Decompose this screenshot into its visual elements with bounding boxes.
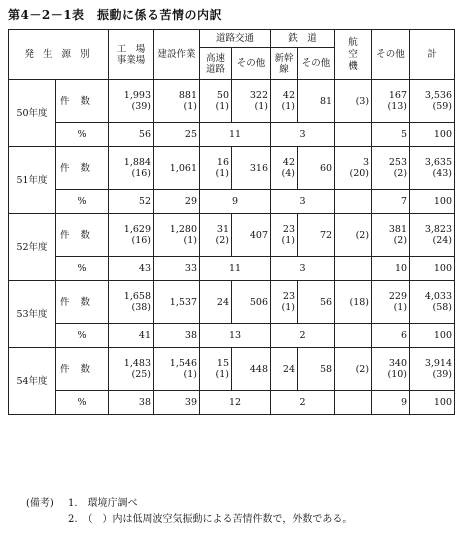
pct-value: 29 xyxy=(154,190,200,214)
header-construction: 建設作業 xyxy=(154,30,200,80)
lowfreq-value: (1) xyxy=(215,369,229,380)
pct-row xyxy=(9,190,455,214)
count-cell xyxy=(109,147,154,190)
count-value: 253 xyxy=(388,157,408,168)
count-cell xyxy=(271,348,298,391)
count-cell xyxy=(232,214,271,257)
count-value: 881 xyxy=(178,90,197,101)
pct-value: 25 xyxy=(154,123,200,147)
lowfreq-value: (43) xyxy=(432,168,453,179)
note-num: 2. xyxy=(68,514,78,525)
count-value: 1,993 xyxy=(123,90,151,101)
count-value: 24 xyxy=(282,363,296,375)
count-cell xyxy=(232,147,271,190)
count-cell xyxy=(298,214,335,257)
count-value: 72 xyxy=(319,229,333,241)
count-cell xyxy=(271,281,298,324)
year-label: 52年度 xyxy=(9,214,56,281)
pct-value: 7 xyxy=(372,190,410,214)
count-cell xyxy=(154,281,200,324)
count-cell xyxy=(200,80,232,123)
lowfreq-value: (2) xyxy=(355,229,370,241)
pct-value: 43 xyxy=(109,257,154,281)
note-text: （ ）内は低周波空気振動による苦情件数で，外数である。 xyxy=(87,514,353,525)
count-row xyxy=(9,348,455,391)
header-highway-text: 高速道路 xyxy=(205,52,225,75)
count-value: 229 xyxy=(388,291,408,302)
count-cell xyxy=(271,147,298,190)
header-road-other: その他 xyxy=(232,48,271,80)
note-2 xyxy=(26,512,352,528)
count-value: 1,537 xyxy=(169,296,197,308)
count-value: 1,061 xyxy=(169,162,197,174)
count-value: 42 xyxy=(282,90,296,101)
count-value: 23 xyxy=(282,224,296,235)
lowfreq-value: (59) xyxy=(432,101,453,112)
pct-value: 52 xyxy=(109,190,154,214)
pct-value: 5 xyxy=(372,123,410,147)
pct-value xyxy=(335,257,372,281)
lowfreq-value: (2) xyxy=(393,168,408,179)
lowfreq-value: (1) xyxy=(215,101,229,112)
pct-label: % xyxy=(56,190,109,214)
pct-value: 3 xyxy=(271,123,335,147)
pct-label: % xyxy=(56,257,109,281)
count-cell xyxy=(232,281,271,324)
pct-value xyxy=(335,391,372,415)
header-aircraft xyxy=(335,30,372,80)
count-label: 件 数 xyxy=(56,80,109,123)
year-label: 51年度 xyxy=(9,147,56,214)
count-cell xyxy=(298,147,335,190)
note-key: (備考) xyxy=(26,498,54,509)
count-cell xyxy=(154,214,200,257)
count-value: 16 xyxy=(216,157,229,168)
count-label: 件 数 xyxy=(56,147,109,190)
pct-value xyxy=(335,190,372,214)
count-value: 167 xyxy=(388,90,408,101)
count-value: 1,483 xyxy=(123,358,151,369)
count-value: 15 xyxy=(216,358,229,369)
count-cell xyxy=(335,348,372,391)
header-row-1 xyxy=(9,30,455,48)
pct-value: 3 xyxy=(271,190,335,214)
pct-value: 41 xyxy=(109,324,154,348)
count-cell xyxy=(372,348,410,391)
pct-value: 3 xyxy=(271,257,335,281)
count-cell xyxy=(298,80,335,123)
count-cell xyxy=(200,147,232,190)
count-value: 4,033 xyxy=(424,291,453,302)
complaints-table xyxy=(8,29,455,415)
count-value: 506 xyxy=(249,296,269,308)
count-cell xyxy=(372,147,410,190)
count-cell xyxy=(410,147,455,190)
count-cell xyxy=(154,348,200,391)
table-title: 第4－2－1表 振動に係る苦情の内訳 xyxy=(8,8,223,22)
count-cell xyxy=(372,214,410,257)
count-value: 56 xyxy=(319,296,333,308)
count-value: 3,914 xyxy=(424,358,453,369)
lowfreq-value: (1) xyxy=(281,302,296,313)
count-cell xyxy=(298,281,335,324)
pct-value: 38 xyxy=(109,391,154,415)
lowfreq-value: (20) xyxy=(349,168,370,179)
lowfreq-value: (3) xyxy=(355,95,370,107)
pct-value: 2 xyxy=(271,391,335,415)
pct-label: % xyxy=(56,123,109,147)
pct-value: 100 xyxy=(410,123,455,147)
count-value: 42 xyxy=(282,157,296,168)
lowfreq-value: (2) xyxy=(393,235,408,246)
count-cell xyxy=(335,281,372,324)
count-cell xyxy=(410,214,455,257)
header-highway xyxy=(200,48,232,80)
pct-row xyxy=(9,123,455,147)
count-value: 1,546 xyxy=(169,358,197,369)
count-cell xyxy=(372,281,410,324)
lowfreq-value: (1) xyxy=(281,101,296,112)
count-row xyxy=(9,147,455,190)
lowfreq-value: (1) xyxy=(183,235,197,246)
count-cell xyxy=(271,80,298,123)
count-cell xyxy=(410,348,455,391)
count-value: 31 xyxy=(216,224,229,235)
count-value: 340 xyxy=(388,358,408,369)
count-value: 1,884 xyxy=(123,157,151,168)
count-row xyxy=(9,214,455,257)
lowfreq-value: (1) xyxy=(215,168,229,179)
lowfreq-value: (4) xyxy=(281,168,296,179)
count-value: 3,635 xyxy=(424,157,453,168)
count-value: 24 xyxy=(216,296,229,308)
notes xyxy=(26,496,352,528)
count-label: 件 数 xyxy=(56,348,109,391)
pct-value: 38 xyxy=(154,324,200,348)
count-cell xyxy=(109,281,154,324)
count-cell xyxy=(271,214,298,257)
count-value: 3,823 xyxy=(424,224,453,235)
lowfreq-value: (18) xyxy=(349,296,370,308)
lowfreq-value: (2) xyxy=(355,363,370,375)
count-value: 1,658 xyxy=(123,291,151,302)
count-value: 448 xyxy=(249,363,269,375)
count-cell xyxy=(109,214,154,257)
lowfreq-value: (2) xyxy=(215,235,229,246)
pct-row xyxy=(9,391,455,415)
count-cell xyxy=(372,80,410,123)
pct-row xyxy=(9,324,455,348)
lowfreq-value: (39) xyxy=(131,101,151,112)
count-value: 1,280 xyxy=(169,224,197,235)
header-factory-line2: 事業場 xyxy=(116,54,146,66)
note-text: 環境庁調べ xyxy=(87,498,138,509)
pct-value: 56 xyxy=(109,123,154,147)
header-road: 道路交通 xyxy=(200,30,271,48)
year-label: 53年度 xyxy=(9,281,56,348)
count-cell xyxy=(232,348,271,391)
count-value: 407 xyxy=(249,229,269,241)
pct-value: 6 xyxy=(372,324,410,348)
pct-label: % xyxy=(56,391,109,415)
count-value: 50 xyxy=(216,90,229,101)
count-cell xyxy=(335,80,372,123)
lowfreq-value: (39) xyxy=(432,369,453,380)
pct-value xyxy=(335,324,372,348)
count-value: 316 xyxy=(249,162,269,174)
pct-row xyxy=(9,257,455,281)
pct-value xyxy=(335,123,372,147)
count-cell xyxy=(410,80,455,123)
pct-value: 11 xyxy=(200,257,271,281)
count-cell xyxy=(200,348,232,391)
pct-value: 9 xyxy=(200,190,271,214)
header-factory-line1: 工 場 xyxy=(116,43,146,55)
year-label: 54年度 xyxy=(9,348,56,415)
lowfreq-value: (16) xyxy=(131,235,151,246)
header-shinkansen xyxy=(271,48,298,80)
lowfreq-value: (25) xyxy=(131,369,151,380)
count-value: 81 xyxy=(319,95,333,107)
lowfreq-value: (1) xyxy=(393,302,408,313)
lowfreq-value: (1) xyxy=(183,101,197,112)
header-factory xyxy=(109,30,154,80)
count-value: 1,629 xyxy=(123,224,151,235)
pct-value: 100 xyxy=(410,190,455,214)
lowfreq-value: (1) xyxy=(254,101,269,112)
count-row xyxy=(9,281,455,324)
count-cell xyxy=(109,348,154,391)
lowfreq-value: (10) xyxy=(387,369,408,380)
pct-value: 11 xyxy=(200,123,271,147)
count-value: 23 xyxy=(282,291,296,302)
note-1 xyxy=(26,496,352,512)
count-cell xyxy=(232,80,271,123)
pct-value: 12 xyxy=(200,391,271,415)
count-value: 322 xyxy=(249,90,269,101)
header-rail: 鉄 道 xyxy=(271,30,335,48)
count-value: 60 xyxy=(319,162,333,174)
pct-value: 13 xyxy=(200,324,271,348)
pct-value: 100 xyxy=(410,257,455,281)
header-total: 計 xyxy=(410,30,455,80)
count-cell xyxy=(200,214,232,257)
pct-value: 100 xyxy=(410,391,455,415)
count-label: 件 数 xyxy=(56,214,109,257)
count-cell xyxy=(200,281,232,324)
lowfreq-value: (24) xyxy=(432,235,453,246)
pct-value: 10 xyxy=(372,257,410,281)
pct-value: 9 xyxy=(372,391,410,415)
header-aircraft-text: 航空機 xyxy=(348,36,358,72)
lowfreq-value: (1) xyxy=(281,235,296,246)
pct-value: 39 xyxy=(154,391,200,415)
count-row xyxy=(9,80,455,123)
pct-label: % xyxy=(56,324,109,348)
lowfreq-value: (13) xyxy=(387,101,408,112)
count-label: 件 数 xyxy=(56,281,109,324)
lowfreq-value: (38) xyxy=(131,302,151,313)
pct-value: 2 xyxy=(271,324,335,348)
header-rail-other: その他 xyxy=(298,48,335,80)
year-label: 50年度 xyxy=(9,80,56,147)
lowfreq-value: (58) xyxy=(432,302,453,313)
count-cell xyxy=(154,147,200,190)
count-cell xyxy=(109,80,154,123)
count-value: 58 xyxy=(319,363,333,375)
note-num: 1. xyxy=(68,498,78,509)
count-cell xyxy=(335,147,372,190)
header-shinkansen-text: 新幹線 xyxy=(274,52,294,75)
header-misc: その他 xyxy=(372,30,410,80)
count-cell xyxy=(154,80,200,123)
lowfreq-value: (1) xyxy=(183,369,197,380)
count-value: 381 xyxy=(388,224,408,235)
header-source: 発 生 源 別 xyxy=(9,30,109,80)
count-cell xyxy=(298,348,335,391)
count-cell xyxy=(335,214,372,257)
pct-value: 33 xyxy=(154,257,200,281)
count-value: 3,536 xyxy=(424,90,453,101)
count-cell xyxy=(410,281,455,324)
count-value: 3 xyxy=(362,157,370,168)
pct-value: 100 xyxy=(410,324,455,348)
lowfreq-value: (16) xyxy=(131,168,151,179)
